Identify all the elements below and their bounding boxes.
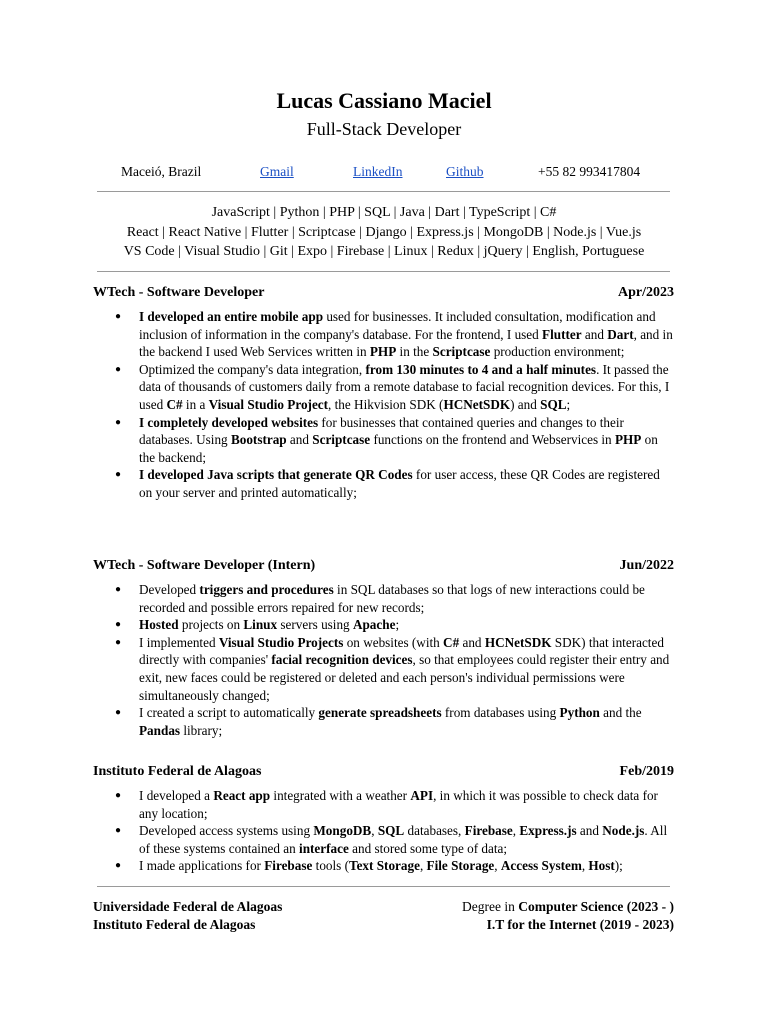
bullet-bold-text: triggers and procedures: [199, 582, 334, 597]
bullet-bold-text: Firebase: [464, 823, 513, 839]
bullet-text: used for businesses. It included consultation, modification and inclusion of information in the company's database. For the frontend, I used: [139, 309, 656, 342]
bullet-bold-text: Visual Studio Projects: [218, 634, 344, 650]
bullet-bold-text: React app: [213, 788, 271, 803]
job-title: WTech - Software Developer: [93, 285, 265, 300]
bullet-bold-text: I developed an entire mobile app: [139, 309, 324, 324]
location-text: Maceió, Brazil: [121, 164, 202, 179]
degree-text: [462, 899, 674, 915]
bullet-text: on the backend;: [139, 432, 658, 465]
job-header: [93, 764, 674, 780]
bullet-text: Developed: [139, 582, 200, 597]
bullet-bold-text: Access System: [500, 858, 582, 874]
bullet-bold-text: Scriptcase: [432, 344, 491, 360]
school-name: Universidade Federal de Alagoas: [93, 899, 283, 914]
bullet-text: ;: [395, 617, 400, 633]
bullet-text: for businesses that contained queries and changes to their databases. Using: [139, 414, 624, 448]
bullet-text: I developed a: [139, 788, 214, 803]
bullet-item: [93, 787, 673, 822]
bullet-text: ,: [419, 858, 427, 874]
bullet-text: ,: [371, 823, 378, 839]
school-name: Instituto Federal de Alagoas: [93, 917, 256, 932]
bullet-bold-text: HCNetSDK: [443, 396, 511, 412]
bullet-bold-text: SQL: [540, 396, 567, 412]
bullet-text: I made applications for: [139, 858, 265, 874]
bullet-bold-text: Hosted: [139, 617, 179, 633]
bullet-bold-text: generate spreadsheets: [318, 705, 442, 721]
bullet-item: [93, 616, 673, 634]
bullet-item: [93, 414, 673, 467]
bullet-text: , in which it was possible to check data for any location;: [139, 788, 658, 821]
bullet-item: [93, 308, 673, 361]
job-header: [93, 285, 674, 301]
bullet-item: [93, 466, 673, 501]
bullet-bold-text: I completely developed websites: [139, 414, 319, 430]
bullet-bold-text: Visual Studio Project: [208, 396, 329, 412]
bullet-text: Optimized the company's data integration,: [139, 361, 366, 377]
candidate-name: Lucas Cassiano Maciel: [276, 88, 492, 113]
bullet-bold-text: File Storage: [426, 858, 495, 874]
job-title: Instituto Federal de Alagoas: [93, 764, 262, 779]
bullet-text: library;: [180, 722, 223, 738]
bullet-bold-text: Node.js: [602, 823, 645, 839]
bullet-text: SDK) that interacted directly with companies': [139, 634, 664, 668]
education-row: [93, 899, 674, 915]
skills-frameworks: React | React Native | Flutter | Scriptcase | Django | Express.js | MongoDB | Node.js | Vue.js: [126, 224, 642, 240]
bullet-bold-text: Bootstrap: [230, 432, 287, 448]
job-bullets: [93, 581, 673, 739]
bullet-bold-text: PHP: [614, 432, 642, 448]
bullet-text: and: [581, 326, 608, 342]
github-link-wrap: [446, 164, 484, 180]
bullet-bold-text: Dart: [607, 326, 634, 342]
degree-prefix: Degree in: [462, 899, 519, 914]
job-date: Apr/2023: [618, 285, 674, 300]
bullet-bold-text: Express.js: [519, 823, 577, 839]
bullet-text: , and in the backend I used Web Services written in: [139, 326, 673, 360]
bullet-bold-text: facial recognition devices: [271, 652, 413, 668]
bullet-text: in a: [182, 396, 209, 412]
bullet-text: I created a script to automatically: [139, 705, 319, 721]
bullet-item: [93, 704, 673, 739]
degree-name: I.T for the Internet (2019 - 2023): [486, 917, 674, 932]
bullet-bold-text: interface: [299, 840, 349, 856]
bullet-text: ,: [494, 858, 501, 874]
divider-top: [97, 191, 670, 192]
bullet-text: . All of these systems contained an: [139, 823, 668, 856]
bullet-item: [93, 822, 673, 857]
bullet-text: ) and: [510, 396, 541, 412]
bullet-text: ,: [581, 858, 589, 874]
bullet-bold-text: PHP: [369, 344, 397, 360]
job-header: [93, 558, 674, 574]
bullet-text: ;: [566, 396, 571, 412]
bullet-bold-text: Text Storage: [349, 858, 420, 874]
skills-tools: VS Code | Visual Studio | Git | Expo | Firebase | Linux | Redux | jQuery | English, Portuguese: [123, 244, 645, 259]
education-row: [93, 917, 674, 933]
bullet-text: for user access, these QR Codes are registered on your server and printed automatically;: [139, 467, 660, 500]
bullet-text: in the: [396, 344, 433, 360]
bullet-bold-text: I developed Java scripts that generate QR Codes: [139, 467, 413, 483]
bullet-bold-text: API: [410, 788, 434, 803]
bullet-bold-text: Linux: [243, 617, 278, 633]
degree-text: [487, 917, 674, 933]
linkedin-link-wrap: [353, 164, 403, 180]
bullet-text: projects on: [178, 617, 244, 633]
bullet-bold-text: MongoDB: [313, 823, 372, 839]
bullet-text: integrated with a weather: [270, 788, 411, 803]
bullet-text: and: [576, 823, 603, 839]
bullet-bold-text: Flutter: [542, 326, 582, 342]
job-title: WTech - Software Developer (Intern): [93, 558, 316, 573]
bullet-bold-text: C#: [443, 634, 460, 650]
github-link[interactable]: Github: [446, 164, 484, 179]
bullet-bold-text: Host: [588, 858, 615, 874]
job-date: Feb/2019: [619, 764, 674, 779]
bullet-text: tools (: [312, 858, 349, 874]
bullet-item: [93, 581, 673, 616]
bullet-bold-text: Apache: [352, 617, 396, 633]
bullet-bold-text: Scriptcase: [312, 432, 371, 448]
bullet-text: I implemented: [139, 634, 219, 650]
bullet-bold-text: Pandas: [139, 722, 181, 738]
candidate-role: Full-Stack Developer: [306, 119, 462, 139]
phone-text: +55 82 993417804: [538, 164, 641, 179]
bullet-text: from databases using: [441, 705, 560, 721]
bullet-item: [93, 361, 673, 414]
bullet-text: and the: [599, 705, 642, 721]
bullet-text: , so that employees could register their entry and exit, new faces could be registered or deleted and each person's individual permissions were simultaneously changed;: [139, 652, 670, 703]
bullet-text: production environment;: [490, 344, 625, 360]
divider-education: [97, 886, 670, 887]
job-bullets: [93, 308, 673, 502]
bullet-text: functions on the frontend and Webservices in: [370, 432, 615, 448]
bullet-bold-text: SQL: [377, 823, 405, 839]
bullet-text: databases,: [404, 823, 465, 839]
job-date: Jun/2022: [619, 558, 674, 573]
skills-languages: JavaScript | Python | PHP | SQL | Java | Dart | TypeScript | C#: [211, 205, 557, 220]
bullet-text: );: [614, 858, 623, 874]
linkedin-link[interactable]: LinkedIn: [353, 164, 403, 179]
bullet-text: on websites (with: [343, 634, 444, 650]
bullet-text: and: [286, 432, 313, 448]
bullet-text: , the Hikvision SDK (: [328, 396, 444, 412]
divider-skills: [97, 271, 670, 272]
bullet-text: ,: [512, 823, 520, 839]
gmail-link[interactable]: Gmail: [260, 164, 294, 179]
gmail-link-wrap: [260, 164, 294, 180]
bullet-bold-text: Firebase: [264, 858, 313, 874]
job-bullets: [93, 787, 673, 875]
bullet-bold-text: from 130 minutes to 4 and a half minutes: [365, 361, 597, 377]
bullet-item: [93, 634, 673, 704]
bullet-bold-text: Python: [559, 705, 600, 721]
bullet-text: in SQL databases so that logs of new interactions could be recorded and possible errors repaired for new records;: [139, 582, 645, 615]
bullet-text: servers using: [277, 617, 353, 633]
bullet-text: and stored some type of data;: [348, 840, 508, 856]
bullet-text: Developed access systems using: [139, 823, 314, 839]
bullet-bold-text: C#: [166, 396, 183, 412]
skills-block: [0, 203, 768, 262]
degree-name: Computer Science (2023 - ): [518, 899, 674, 914]
bullet-bold-text: HCNetSDK: [484, 634, 552, 650]
bullet-text: and: [459, 634, 485, 650]
bullet-text: . It passed the data of thousands of customers daily from a remote database to facial recognition devices. For this, I used: [139, 361, 670, 412]
bullet-item: [93, 857, 673, 875]
